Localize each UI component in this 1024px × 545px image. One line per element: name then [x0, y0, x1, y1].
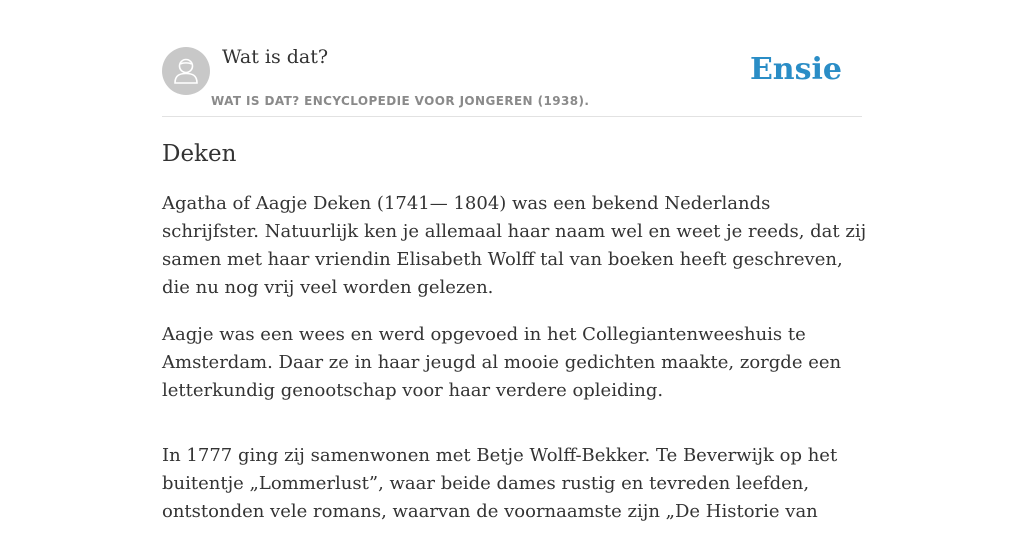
source-title[interactable]: Wat is dat?: [222, 46, 329, 68]
source-subtitle: WAT IS DAT? ENCYCLOPEDIE VOOR JONGEREN (1938).: [211, 94, 590, 108]
page-header: [162, 0, 862, 117]
article-title: Deken: [162, 141, 237, 167]
ensie-logo[interactable]: Ensie: [749, 52, 842, 87]
avatar[interactable]: [162, 47, 210, 95]
user-icon: [162, 47, 210, 95]
article: [162, 138, 872, 545]
article-paragraph: Agatha of Aagje Deken (1741— 1804) was een bekend Nederlands schrijfster. Natuurlijk ken je allemaal haar naam wel en weet je reeds, dat zij samen met haar vriendin Elisabeth Wolff tal van boeken heeft geschreven, die nu nog vrij veel worden gelezen.: [162, 193, 867, 298]
article-paragraph: Aagje was een wees en werd opgevoed in het Collegiantenweeshuis te Amsterdam. Daar ze in haar jeugd al mooie gedichten maakte, zorgde een letterkundig genootschap voor haar verdere opleiding.: [162, 324, 842, 401]
article-paragraph: In 1777 ging zij samenwonen met Betje Wolff-Bekker. Te Beverwijk op het buitentje „Lommerlust”, waar beide dames rustig en tevreden leefden, ontstonden vele romans, waarvan de voornaamste zijn „De Historie van: [162, 445, 838, 522]
